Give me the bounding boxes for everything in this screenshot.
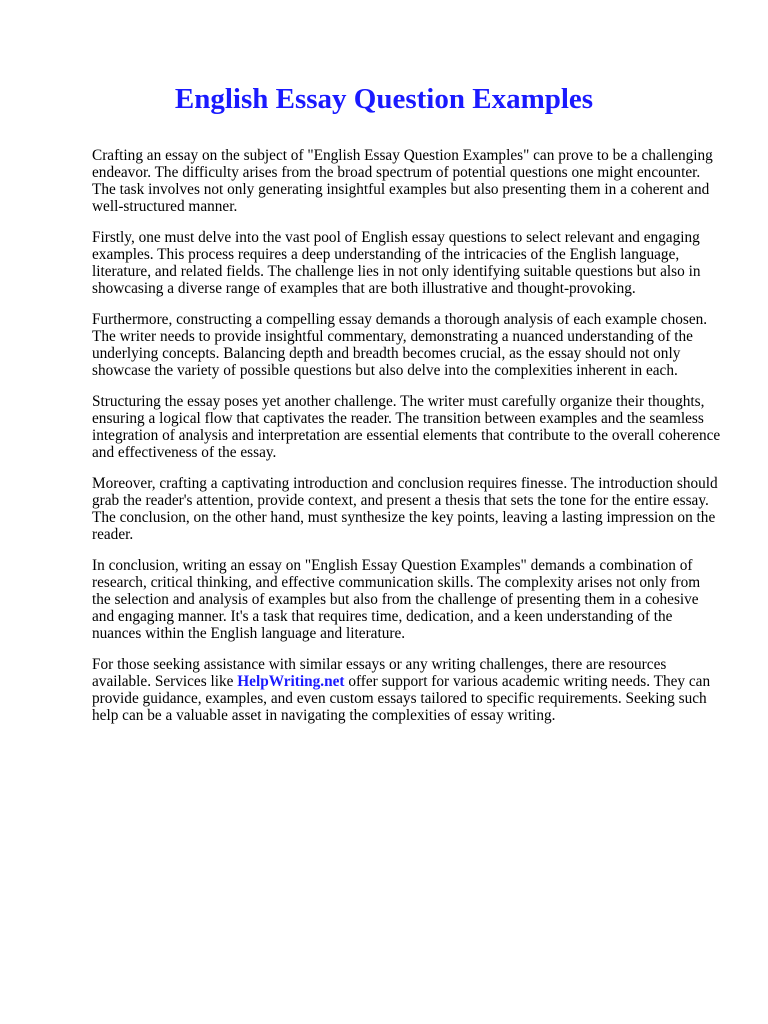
paragraph-7-before-link: For those seeking assistance with similar essays or any writing challenges, there are resources available. Services like bbox=[92, 656, 667, 690]
paragraph-5: Moreover, crafting a captivating introduction and conclusion requires finesse. The introduction should grab the reader's attention, provide context, and present a thesis that sets the tone for the entire essay. The conclusion, on the other hand, must synthesize the key points, leaving a lasting impression on the reader. bbox=[92, 475, 718, 543]
page-title: English Essay Question Examples bbox=[174, 83, 594, 115]
paragraph-7 bbox=[92, 656, 722, 724]
paragraph-4: Structuring the essay poses yet another challenge. The writer must carefully organize their thoughts, ensuring a logical flow that captivates the reader. The transition between examples and the seamless integration of analysis and interpretation are essential elements that contribute to the overall coherence and effectiveness of the essay. bbox=[92, 393, 721, 461]
paragraph-6: In conclusion, writing an essay on "English Essay Question Examples" demands a combination of research, critical thinking, and effective communication skills. The complexity arises not only from the selection and analysis of examples but also from the challenge of presenting them in a cohesive and engaging manner. It's a task that requires time, dedication, and a keen understanding of the nuances within the English language and literature. bbox=[92, 557, 701, 642]
paragraph-1: Crafting an essay on the subject of "English Essay Question Examples" can prove to be a challenging endeavor. The difficulty arises from the broad spectrum of potential questions one might encounter. The task involves not only generating insightful examples but also presenting them in a coherent and well-structured manner. bbox=[92, 147, 713, 215]
helpwriting-link[interactable]: HelpWriting.net bbox=[237, 673, 345, 690]
paragraph-2: Firstly, one must delve into the vast pool of English essay questions to select relevant and engaging examples. This process requires a deep understanding of the intricacies of the English language, literature, and related fields. The challenge lies in not only identifying suitable questions but also in showcasing a diverse range of examples that are both illustrative and thought-provoking. bbox=[92, 229, 701, 297]
paragraph-3: Furthermore, constructing a compelling essay demands a thorough analysis of each example chosen. The writer needs to provide insightful commentary, demonstrating a nuanced understanding of the underlying concepts. Balancing depth and breadth becomes crucial, as the essay should not only showcase the variety of possible questions but also delve into the complexities inherent in each. bbox=[92, 311, 708, 379]
essay-body bbox=[92, 147, 722, 724]
paragraph-7-after-link: offer support for various academic writing needs. They can provide guidance, examples, and even custom essays tailored to specific requirements. Seeking such help can be a valuable asset in navigating the complexities of essay writing. bbox=[92, 673, 711, 724]
